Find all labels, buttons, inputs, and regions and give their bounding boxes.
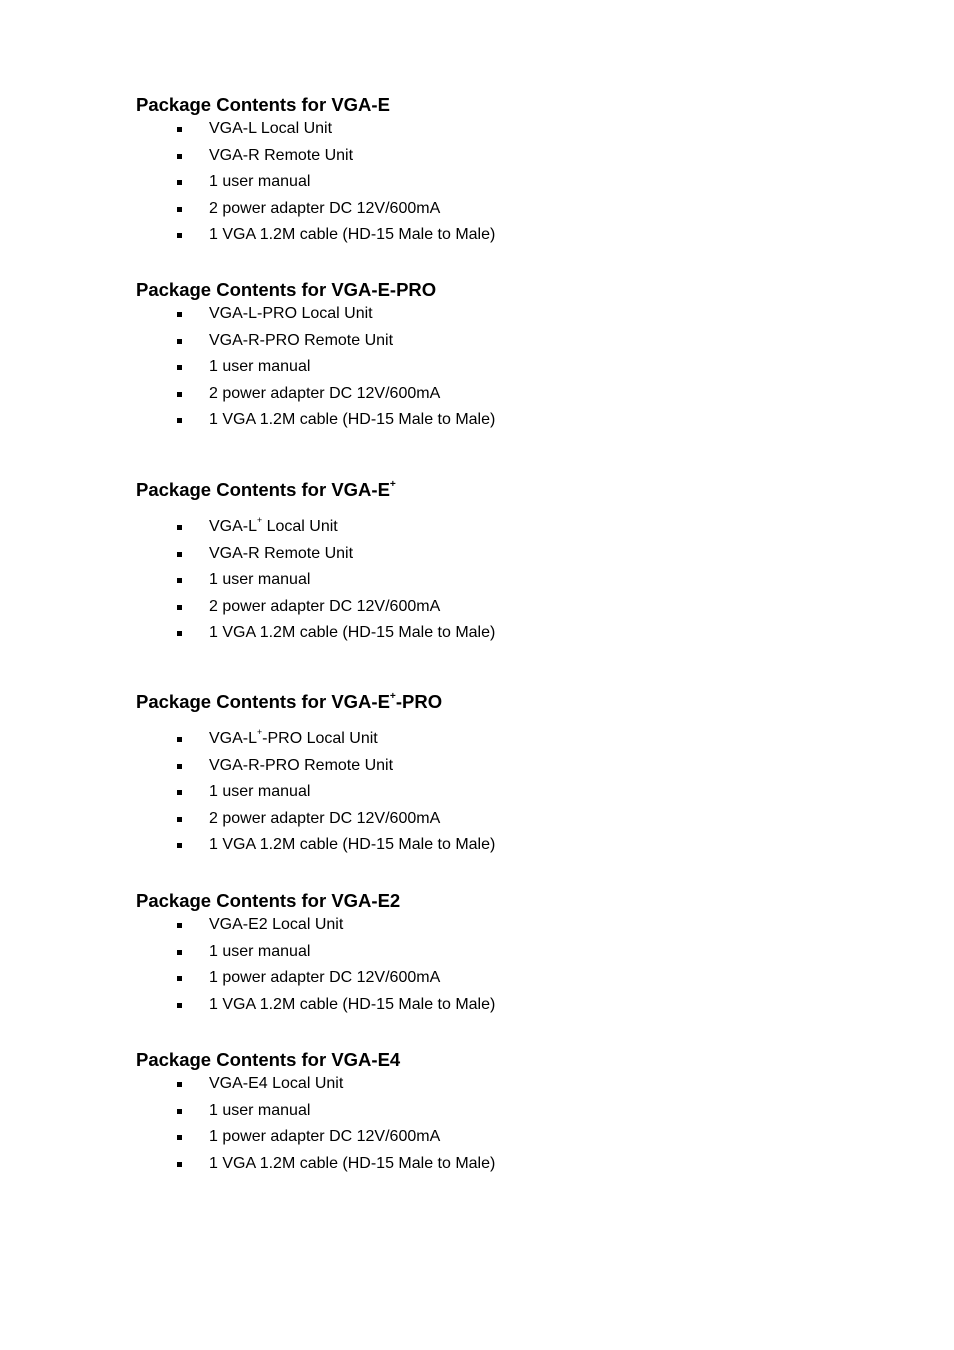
list-item: VGA-R Remote Unit (136, 541, 836, 568)
list-item: 1 power adapter DC 12V/600mA (136, 1124, 836, 1151)
square-bullet-icon (177, 233, 182, 238)
section-heading: Package Contents for VGA-E-PRO (136, 279, 437, 300)
square-bullet-icon (177, 790, 182, 795)
list-item: 1 VGA 1.2M cable (HD-15 Male to Male) (136, 222, 836, 249)
square-bullet-icon (177, 950, 182, 955)
package-section-vga-e-plus-pro (136, 691, 836, 859)
list-item: 1 VGA 1.2M cable (HD-15 Male to Male) (136, 992, 836, 1019)
square-bullet-icon (177, 843, 182, 848)
package-section-vga-e-plus (136, 479, 836, 647)
section-heading: Package Contents for VGA-E (136, 94, 390, 115)
square-bullet-icon (177, 392, 182, 397)
square-bullet-icon (177, 339, 182, 344)
square-bullet-icon (177, 1109, 182, 1114)
list-item: 1 VGA 1.2M cable (HD-15 Male to Male) (136, 620, 836, 647)
square-bullet-icon (177, 737, 182, 742)
list-item: 1 user manual (136, 354, 836, 381)
contents-list (136, 726, 836, 859)
list-item: VGA-R-PRO Remote Unit (136, 328, 836, 355)
contents-list (136, 912, 836, 1018)
list-item: 2 power adapter DC 12V/600mA (136, 806, 836, 833)
square-bullet-icon (177, 605, 182, 610)
list-item: 1 VGA 1.2M cable (HD-15 Male to Male) (136, 407, 836, 434)
list-item: 1 VGA 1.2M cable (HD-15 Male to Male) (136, 832, 836, 859)
section-heading: Package Contents for VGA-E4 (136, 1049, 401, 1070)
package-section-vga-e2 (136, 890, 836, 1018)
list-item: VGA-L Local Unit (136, 116, 836, 143)
square-bullet-icon (177, 578, 182, 583)
list-item: 1 user manual (136, 1098, 836, 1125)
square-bullet-icon (177, 1162, 182, 1167)
list-item: VGA-L+ Local Unit (136, 514, 836, 541)
section-heading: Package Contents for VGA-E+ (136, 479, 396, 500)
square-bullet-icon (177, 418, 182, 423)
square-bullet-icon (177, 764, 182, 769)
contents-list (136, 1071, 836, 1177)
contents-list (136, 514, 836, 647)
contents-list (136, 116, 836, 249)
square-bullet-icon (177, 1082, 182, 1087)
contents-list (136, 301, 836, 434)
square-bullet-icon (177, 631, 182, 636)
square-bullet-icon (177, 180, 182, 185)
list-item: 2 power adapter DC 12V/600mA (136, 594, 836, 621)
list-item: 1 user manual (136, 567, 836, 594)
package-section-vga-e (136, 94, 836, 249)
list-item: 1 VGA 1.2M cable (HD-15 Male to Male) (136, 1151, 836, 1178)
list-item: VGA-R-PRO Remote Unit (136, 753, 836, 780)
square-bullet-icon (177, 1135, 182, 1140)
square-bullet-icon (177, 1003, 182, 1008)
list-item: 1 user manual (136, 169, 836, 196)
square-bullet-icon (177, 817, 182, 822)
list-item: 2 power adapter DC 12V/600mA (136, 381, 836, 408)
section-heading: Package Contents for VGA-E+-PRO (136, 691, 443, 712)
list-item: 1 user manual (136, 939, 836, 966)
list-item: VGA-L+-PRO Local Unit (136, 726, 836, 753)
square-bullet-icon (177, 525, 182, 530)
package-section-vga-e-pro (136, 279, 836, 434)
square-bullet-icon (177, 552, 182, 557)
list-item: VGA-E4 Local Unit (136, 1071, 836, 1098)
list-item: VGA-R Remote Unit (136, 143, 836, 170)
square-bullet-icon (177, 365, 182, 370)
section-heading: Package Contents for VGA-E2 (136, 890, 401, 911)
square-bullet-icon (177, 923, 182, 928)
square-bullet-icon (177, 154, 182, 159)
list-item: VGA-E2 Local Unit (136, 912, 836, 939)
square-bullet-icon (177, 127, 182, 132)
list-item: 2 power adapter DC 12V/600mA (136, 196, 836, 223)
list-item: 1 power adapter DC 12V/600mA (136, 965, 836, 992)
square-bullet-icon (177, 312, 182, 317)
package-section-vga-e4 (136, 1049, 836, 1177)
list-item: 1 user manual (136, 779, 836, 806)
square-bullet-icon (177, 976, 182, 981)
square-bullet-icon (177, 207, 182, 212)
list-item: VGA-L-PRO Local Unit (136, 301, 836, 328)
